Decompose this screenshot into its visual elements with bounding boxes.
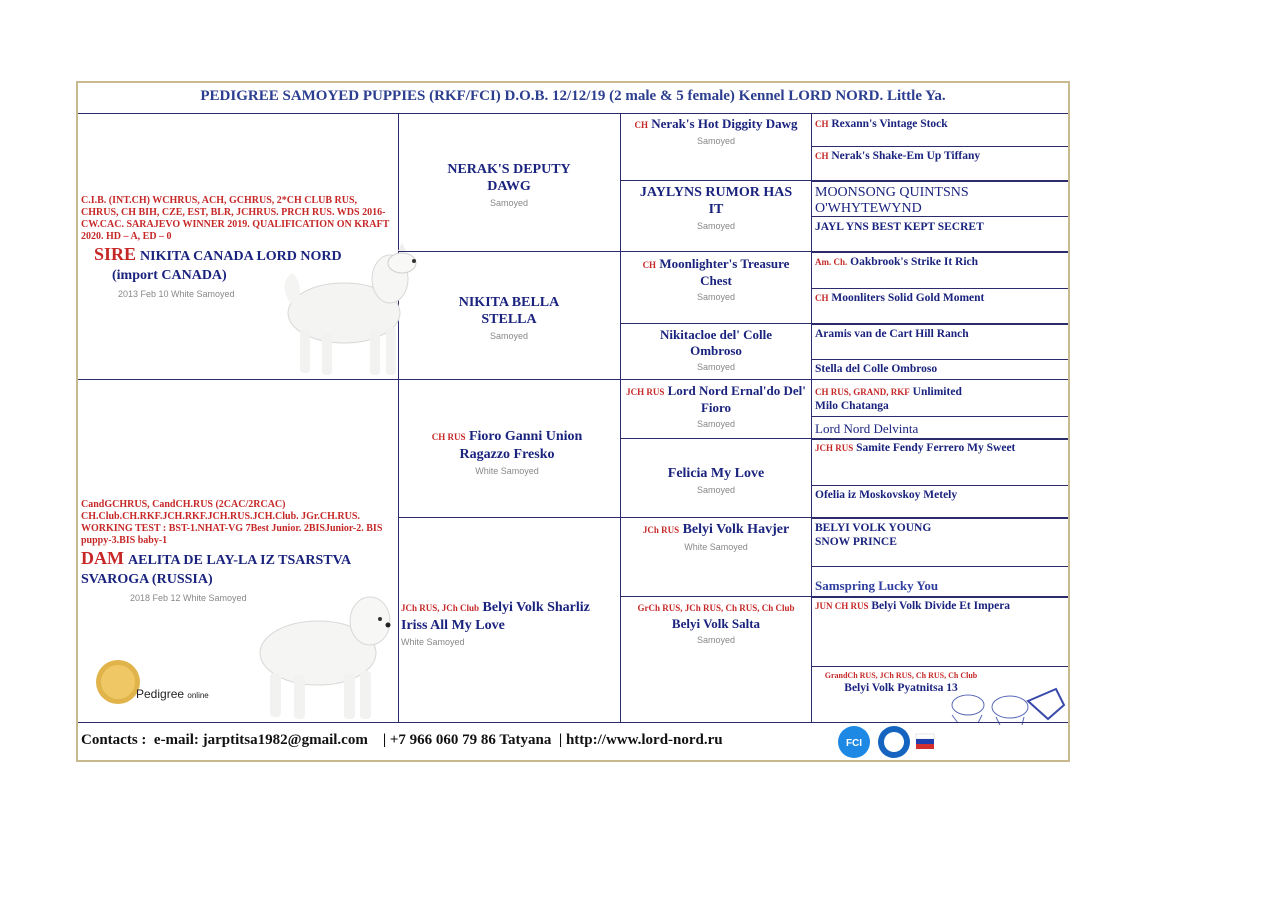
ggp-cell — [815, 385, 975, 413]
dam-heading — [81, 549, 397, 589]
ggp-name: MOONSONG QUINTSNS O'WHYTEWYND — [815, 185, 969, 216]
ggp-cell — [815, 150, 1065, 162]
grandparent-name: Belyi Volk Salta — [671, 616, 761, 631]
title-badge: JUN CH RUS — [815, 601, 869, 611]
grandparent-breed: Samoyed — [696, 136, 736, 146]
parent-name: Fioro Ganni Union Ragazzo Fresko — [459, 429, 583, 462]
logo-text: Pedigree — [136, 687, 185, 701]
grandparent-name: JAYLYNS RUMOR HAS IT — [639, 185, 793, 217]
parent-name: NIKITA BELLA STELLA — [458, 295, 560, 327]
ggp-cell — [815, 118, 1065, 130]
parent-name: NERAK'S DEPUTY DAWG — [447, 162, 571, 194]
title-badge: CH RUS, GRAND, RKF — [815, 387, 910, 397]
ggp-cell — [815, 489, 1065, 501]
title-badge: Am. Ch. — [815, 257, 848, 267]
parent-name: Belyi Volk Sharliz Iriss All My Love — [401, 600, 590, 633]
grandparent-breed: Samoyed — [696, 221, 736, 231]
grandparent-cell — [638, 521, 794, 556]
ggp-cell — [815, 521, 955, 549]
parent-cell — [438, 294, 580, 345]
sire-name: NIKITA CANADA LORD NORD — [140, 249, 342, 264]
pedigree-online-logo — [136, 687, 209, 701]
dam-label: DAM — [81, 548, 124, 568]
ggp-cell — [815, 442, 1065, 454]
grandparent-cell — [638, 327, 794, 375]
grandparent-breed: Samoyed — [696, 635, 736, 645]
parent-cell — [428, 161, 590, 212]
ggp-name: Belyi Volk Pyatnitsa 13 — [844, 682, 958, 694]
title-badge: JCH RUS — [626, 387, 665, 397]
ggp-name: Samspring Lucky You — [815, 578, 939, 593]
title-badge: JCh RUS — [642, 525, 680, 535]
grandparent-breed: Samoyed — [696, 362, 736, 372]
ggp-cell — [815, 600, 1065, 612]
pedigree-online-medal — [94, 659, 142, 705]
title-badge: GrandCh RUS, JCh RUS, Ch RUS, Ch Club — [824, 671, 978, 680]
grandparent-cell — [638, 465, 794, 499]
ggp-name: Stella del Colle Ombroso — [815, 363, 938, 375]
divider — [811, 666, 1068, 667]
divider — [811, 597, 1068, 598]
sire-label: SIRE — [94, 244, 137, 264]
ggp-cell — [815, 256, 1065, 268]
grandparent-breed: Samoyed — [696, 292, 736, 302]
ggp-name: Belyi Volk Divide Et Impera — [871, 600, 1011, 612]
parent-cell — [414, 428, 600, 480]
title-badge: CH RUS — [431, 432, 466, 442]
title-badge: CH — [634, 120, 648, 130]
dam-titles: CandGCHRUS, CandCH.RUS (2CAC/2RCAC) CH.Club.CH.RKF.JCH.RKF.JCH.RUS.JCH.Club. JGr.CH.RUS. WORKING TEST : BST-1.NHAT-VG 7Best Junior. 2BISJunior-2. BIS puppy-3.BIS baby-1 — [81, 499, 383, 546]
ggp-name: Nerak's Shake-Em Up Tiffany — [831, 150, 981, 162]
title-badge: GrCh RUS, JCh RUS, Ch RUS, Ch Club — [637, 603, 795, 613]
parent-breed: Samoyed — [489, 198, 529, 208]
sled-dogs-illustration — [938, 681, 1068, 725]
divider — [811, 416, 1068, 417]
ggp-cell — [815, 363, 1065, 375]
divider — [811, 359, 1068, 360]
ggp-name: Moonliters Solid Gold Moment — [831, 292, 985, 304]
grandparent-name: Lord Nord Ernal'do Del' Fioro — [667, 383, 806, 415]
club-logos — [836, 724, 942, 760]
title-badge: JCh RUS, JCh Club — [401, 603, 480, 613]
dam-info: 2018 Feb 12 White Samoyed — [130, 593, 247, 603]
grandparent-breed: White Samoyed — [684, 542, 748, 552]
grandparent-breed: Samoyed — [696, 419, 736, 429]
ggp-name: Samite Fendy Ferrero My Sweet — [856, 442, 1016, 454]
logo-suffix: online — [187, 691, 209, 700]
pedigree-frame — [76, 81, 1070, 762]
divider — [78, 379, 1068, 380]
ggp-cell — [815, 185, 1035, 217]
grandparent-breed: Samoyed — [696, 485, 736, 495]
ggp-name: Oakbrook's Strike It Rich — [850, 256, 979, 268]
divider — [398, 113, 399, 723]
contacts-label: Contacts : — [81, 732, 147, 748]
ggp-name: Unlimited Milo Chatanga — [815, 386, 962, 412]
divider — [620, 113, 621, 723]
fci-logo-text: FCI — [845, 738, 863, 749]
divider — [811, 566, 1068, 567]
divider — [811, 439, 1068, 440]
parent-breed: Samoyed — [489, 331, 529, 341]
divider — [811, 146, 1068, 147]
ggp-cell — [815, 421, 1065, 437]
contact-email[interactable]: e-mail: jarptitsa1982@gmail.com — [153, 732, 368, 748]
divider — [811, 113, 812, 723]
contact-phone[interactable]: +7 966 060 79 86 Tatyana — [389, 732, 552, 748]
ggp-cell — [815, 292, 1065, 304]
ggp-name: Lord Nord Delvinta — [815, 421, 919, 436]
sire-origin: (import CANADA) — [112, 268, 227, 283]
grandparent-name: Nikitacloe del' Colle Ombroso — [660, 327, 772, 358]
ggp-name: JAYL YNS BEST KEPT SECRET — [815, 221, 984, 233]
divider — [811, 181, 1068, 182]
grandparent-cell — [626, 256, 806, 305]
dam-name: AELITA DE LAY-LA IZ TSARSTVA SVAROGA (RUSSIA) — [81, 553, 351, 587]
grandparent-name: Moonlighter's Treasure Chest — [659, 256, 790, 288]
contact-website[interactable]: http://www.lord-nord.ru — [565, 732, 723, 748]
title-badge: CH — [642, 260, 657, 270]
grandparent-cell — [638, 184, 794, 235]
parent-cell — [401, 599, 617, 651]
title-badge: CH — [815, 151, 829, 161]
divider — [811, 324, 1068, 325]
grandparent-cell — [626, 116, 806, 149]
divider — [811, 518, 1068, 519]
ggp-name: Rexann's Vintage Stock — [831, 118, 948, 130]
pedigree-title: PEDIGREE SAMOYED PUPPIES (RKF/FCI) D.O.B. 12/12/19 (2 male & 5 female) Kennel LORD NORD. Little Ya. — [78, 83, 1068, 114]
parent-breed: White Samoyed — [401, 637, 465, 647]
divider — [811, 252, 1068, 253]
grandparent-cell — [626, 599, 806, 648]
title-badge: JCH RUS — [815, 443, 854, 453]
ggp-name: Ofelia iz Moskovskoy Metely — [815, 489, 958, 501]
title-badge: CH — [815, 293, 829, 303]
grandparent-cell — [626, 383, 806, 432]
dam-photo — [248, 589, 398, 723]
sire-titles: C.I.B. (INT.CH) WCHRUS, ACH, GCHRUS, 2*CH CLUB RUS, CHRUS, CH BIH, CZE, EST, BLR, JCHRUS. PRCH RUS. WDS 2016-CW.CAC. SARAJEVO WINNER 2019. QUALIFICATION ON KRAFT 2020. HD – A, ED – 0 — [81, 195, 390, 242]
ggp-cell — [815, 578, 1065, 594]
grandparent-name: Belyi Volk Havjer — [682, 522, 790, 537]
parent-breed: White Samoyed — [475, 466, 539, 476]
sire-info: 2013 Feb 10 White Samoyed — [118, 289, 235, 299]
ggp-cell — [815, 328, 1065, 340]
title-badge: CH — [815, 119, 829, 129]
contacts-bar: Contacts : e-mail: jarptitsa1982@gmail.com | +7 966 060 79 86 Tatyana | http://www.lord-nord.ru — [78, 722, 1068, 760]
grandparent-name: Felicia My Love — [667, 466, 765, 481]
ggp-cell — [815, 221, 1065, 233]
grandparent-name: Nerak's Hot Diggity Dawg — [651, 116, 798, 131]
divider — [811, 288, 1068, 289]
ggp-name: BELYI VOLK YOUNG SNOW PRINCE — [815, 522, 932, 548]
ggp-name: Aramis van de Cart Hill Ranch — [815, 328, 969, 340]
sire-photo — [278, 243, 420, 381]
divider — [811, 485, 1068, 486]
